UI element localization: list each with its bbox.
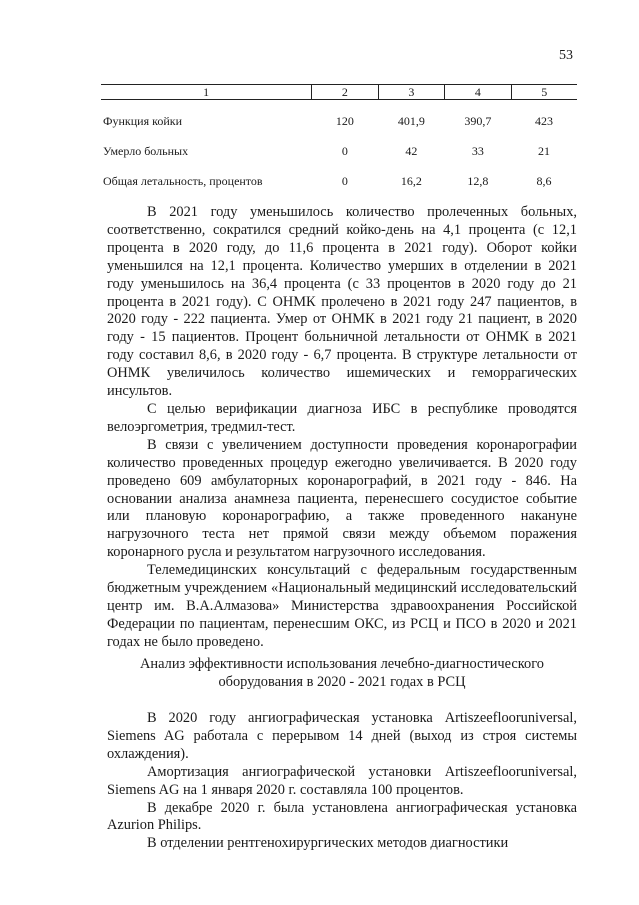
paragraph: В 2021 году уменьшилось количество пролеченных больных, соответственно, сократился средний койко-день на 4,1 процента (с 12,1 процента в 2020 году, до 11,6 процента в 2021 году). Оборот койки уменьшился на 12,1 процента. Количество умерших в отделении в 2021 году уменьшилось на 36,4 процента (с 33 процентов в 2020 году до 21 процента в 2021 году). С ОНМК пролечено в 2021 году 247 пациентов, в 2020 году - 222 пациента. Умер от ОНМК в 2021 году 21 пациент, в 2020 году - 15 пациентов. Процент больничной летальности от ОНМК в 2021 году составил 8,6, в 2020 году - 6,7 процента. В структуре летальности от ОНМК увеличилось количество ишемических и геморрагических инсультов. [107,204,577,400]
column-header-1: 1 [101,85,312,100]
paragraph: В 2020 году ангиографическая установка Artiszeeflooruniversal, Siemens AG работала с перерывом 14 дней (выход из строя системы охлаждения). [107,710,577,762]
table-header-row [101,85,577,100]
table-cell: 423 [535,113,554,128]
table-cell: 42 [405,143,418,158]
page-number: 53 [559,48,573,63]
column-header-3: 3 [378,85,445,100]
column-header-2: 2 [312,85,378,100]
paragraph: В отделении рентгенохирургических методов диагностики [147,835,509,852]
row-label: Общая летальность, процентов [103,173,263,188]
paragraph: В связи с увеличением доступности проведения коронарографии количество проведенных процедур ежегодно увеличивается. В 2020 году проведено 609 амбулаторных коронарографий, в 2021 году - 846. На основании анализа анамнеза пациента, перенесшего сосудистое событие или плановую коронарографию, а также проведенного накануне нагрузочного теста нет прямой связи между объемом поражения коронарного русла и результатом нагрузочного исследования. [107,436,577,561]
table-cell: 8,6 [536,173,552,188]
table-row [101,100,577,137]
table-cell: 401,9 [397,113,425,128]
statistics-table [101,84,577,196]
paragraph: Амортизация ангиографической установки Artiszeeflooruniversal, Siemens AG на 1 января 2020 г. составляла 100 процентов. [107,763,577,798]
row-label: Умерло больных [103,143,189,158]
column-header-5: 5 [511,85,577,100]
body-text-section-2 [107,710,577,853]
table-cell: 390,7 [464,113,492,128]
table-cell: 16,2 [400,173,422,188]
body-text-section-1 [107,204,577,652]
table-cell: 33 [471,143,484,158]
paragraph: С целью верификации диагноза ИБС в республике проводятся велоэргометрия, тредмил-тест. [107,400,577,435]
row-label: Функция койки [103,113,182,128]
paragraph: В декабре 2020 г. была установлена ангиографическая установка Azurion Philips. [107,799,577,834]
table-cell: 0 [341,173,348,188]
table-row [101,166,577,196]
paragraph: Телемедицинских консультаций с федеральным государственным бюджетным учреждением «Национальный медицинский исследовательский центр им. В.А.Алмазова» Министерства здравоохранения Российской Федерации по пациентам, перенесшим ОКС, из РСЦ и ПСО в 2020 и 2021 годах не было проведено. [107,562,577,650]
table-cell: 0 [341,143,348,158]
section-heading-line-2: оборудования в 2020 - 2021 годах в РСЦ [218,674,466,690]
table-row [101,136,577,166]
table-cell: 12,8 [467,173,489,188]
section-heading [107,655,577,691]
table-cell: 21 [538,143,551,158]
section-heading-line-1: Анализ эффективности использования лечебно-диагностического [140,656,544,672]
table-cell: 120 [335,113,354,128]
column-header-4: 4 [445,85,512,100]
